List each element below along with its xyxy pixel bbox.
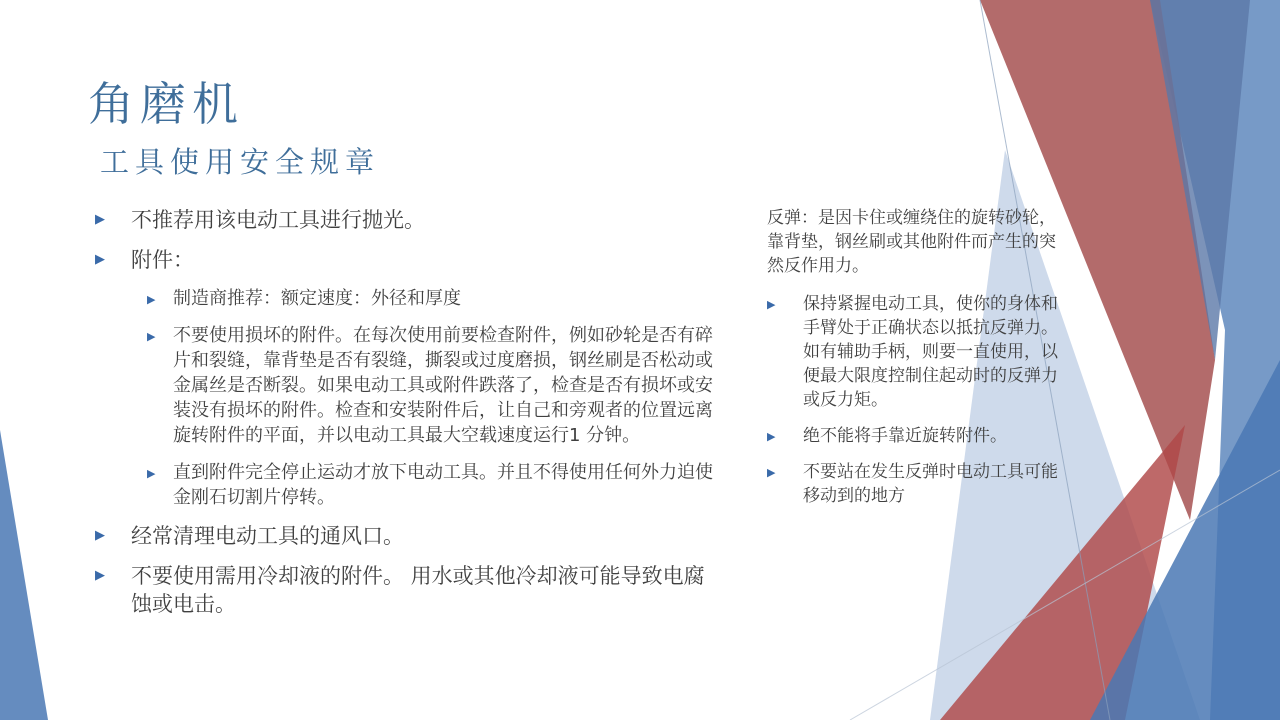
left-blue-triangle [0, 430, 48, 720]
left-bullet-list [95, 206, 725, 630]
triangle-bullet-icon: ▶ [767, 298, 776, 311]
sub-bullet-item [147, 286, 725, 311]
triangle-bullet-icon: ▶ [147, 467, 156, 480]
sub-bullet-item [147, 323, 725, 448]
kickback-definition: 反弹：是因卡住或缠绕住的旋转砂轮，靠背垫，钢丝刷或其他附件而产生的突然反作用力。 [767, 208, 1056, 276]
sub-bullet-text: 制造商推荐：额定速度：外径和厚度 [173, 288, 461, 309]
bullet-text: 经常清理电动工具的通风口。 [131, 524, 404, 548]
triangle-bullet-icon: ▶ [767, 430, 776, 443]
right-text-block [767, 206, 1067, 520]
bullet-text: 不要使用需用冷却液的附件。 用水或其他冷却液可能导致电腐蚀或电击。 [131, 564, 705, 616]
sub-bullet-item [147, 460, 725, 510]
slide-title: 角磨机 [88, 77, 244, 131]
bullet-item [95, 246, 725, 274]
triangle-bullet-icon: ▶ [767, 466, 776, 479]
triangle-bullet-icon: ▶ [95, 568, 105, 583]
triangle-bullet-icon: ▶ [95, 212, 105, 227]
bullet-item [767, 424, 1067, 448]
slide-subtitle: 工具使用安全规章 [100, 145, 381, 179]
bullet-text: 不推荐用该电动工具进行抛光。 [131, 208, 425, 232]
triangle-bullet-icon: ▶ [95, 252, 105, 267]
triangle-bullet-icon: ▶ [95, 528, 105, 543]
bullet-item [95, 522, 725, 550]
triangle-bullet-icon: ▶ [147, 293, 156, 306]
triangle-bullet-icon: ▶ [147, 330, 156, 343]
bullet-text: 不要站在发生反弹时电动工具可能移动到的地方 [803, 462, 1058, 506]
bullet-text: 保持紧握电动工具，使你的身体和手臂处于正确状态以抵抗反弹力。如有辅助手柄，则要一直使用，以便最大限度控制住起动时的反弹力或反力矩。 [803, 294, 1058, 410]
bullet-item [767, 460, 1067, 508]
bullet-text: 绝不能将手靠近旋转附件。 [803, 426, 1007, 446]
bullet-item [95, 562, 725, 618]
bullet-text: 附件： [131, 248, 194, 272]
bullet-item [767, 292, 1067, 412]
sub-bullet-text: 直到附件完全停止运动才放下电动工具。并且不得使用任何外力迫使金刚石切割片停转。 [173, 462, 713, 508]
sub-bullet-text: 不要使用损坏的附件。在每次使用前要检查附件，例如砂轮是否有碎片和裂缝，靠背垫是否有裂缝，撕裂或过度磨损，钢丝刷是否松动或金属丝是否断裂。如果电动工具或附件跌落了，检查是否有损坏或安装没有损坏的附件。检查和安装附件后，让自己和旁观者的位置远离旋转附件的平面，并以电动工具最大空载速度运行1 分钟。 [173, 325, 713, 446]
bullet-item [95, 206, 725, 234]
